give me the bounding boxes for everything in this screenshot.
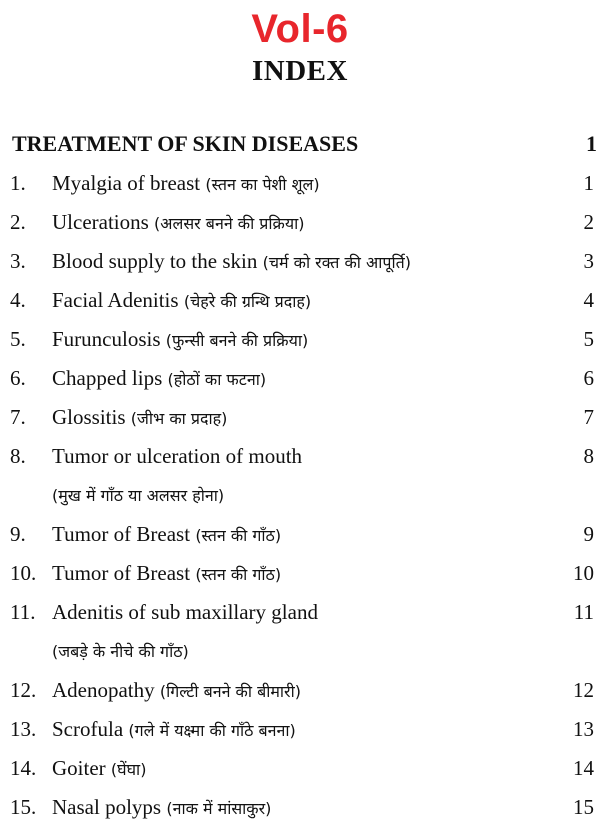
entry-hindi: (गले में यक्ष्मा की गाँठे बनना) xyxy=(128,721,296,740)
entry-page: 15 xyxy=(573,795,594,819)
index-entry xyxy=(0,320,600,359)
entry-page: 9 xyxy=(583,522,594,546)
index-entry xyxy=(0,398,600,437)
entry-hindi: (स्तन की गाँठ) xyxy=(195,526,282,545)
entry-page: 3 xyxy=(583,249,594,273)
entry-english: Scrofula xyxy=(52,717,124,741)
entry-hindi: (जीभ का प्रदाह) xyxy=(130,409,228,428)
entry-title xyxy=(52,437,302,476)
entry-hindi: (गिल्टी बनने की बीमारी) xyxy=(159,682,301,701)
index-entry xyxy=(0,554,600,593)
entry-page: 2 xyxy=(583,210,594,234)
entry-title xyxy=(52,710,296,750)
entry-page: 5 xyxy=(583,327,594,351)
entry-page: 14 xyxy=(573,756,594,780)
index-list xyxy=(0,164,600,827)
entry-hindi: (फुन्सी बनने की प्रक्रिया) xyxy=(165,331,309,350)
entry-title xyxy=(52,671,301,711)
entry-hindi: (चर्म को रक्त की आपूर्ति) xyxy=(262,253,411,272)
entry-english: Glossitis xyxy=(52,405,126,429)
index-entry xyxy=(0,671,600,710)
index-entry xyxy=(0,281,600,320)
index-entry xyxy=(0,749,600,788)
entry-number: 1. xyxy=(10,171,26,195)
index-entry xyxy=(0,593,600,671)
entry-english: Furunculosis xyxy=(52,327,161,351)
entry-page: 10 xyxy=(573,561,594,585)
entry-number: 6. xyxy=(10,366,26,390)
entry-page: 1 xyxy=(583,171,594,195)
entry-title xyxy=(52,788,271,828)
entry-title xyxy=(52,242,411,282)
entry-hindi: (घेंघा) xyxy=(110,760,147,779)
entry-title xyxy=(52,398,227,438)
entry-english: Tumor or ulceration of mouth xyxy=(52,444,303,468)
entry-title xyxy=(52,749,146,789)
index-entry xyxy=(0,164,600,203)
entry-page: 6 xyxy=(583,366,594,390)
entry-english: Ulcerations xyxy=(52,210,149,234)
index-entry xyxy=(0,242,600,281)
entry-title xyxy=(52,320,308,360)
entry-title xyxy=(52,593,318,632)
entry-hindi: (चेहरे की ग्रन्थि प्रदाह) xyxy=(183,292,312,311)
entry-english: Adenitis of sub maxillary gland xyxy=(52,600,318,624)
entry-page: 12 xyxy=(573,678,594,702)
entry-page: 4 xyxy=(583,288,594,312)
section-page-number: 1 xyxy=(586,131,597,156)
entry-english: Chapped lips xyxy=(52,366,163,390)
entry-hindi-continuation: (जबड़े के नीचे की गाँठ) xyxy=(52,642,189,661)
index-entry xyxy=(0,788,600,827)
index-entry xyxy=(0,515,600,554)
entry-number: 5. xyxy=(10,327,26,351)
entry-english: Goiter xyxy=(52,756,106,780)
volume-heading: Vol-6 xyxy=(251,7,349,51)
entry-number: 15. xyxy=(10,795,37,819)
entry-number: 13. xyxy=(10,717,37,741)
index-entry xyxy=(0,437,600,515)
entry-number: 11. xyxy=(10,600,36,624)
entry-number: 3. xyxy=(10,249,26,273)
index-entry xyxy=(0,710,600,749)
entry-title xyxy=(52,281,311,321)
entry-english: Blood supply to the skin xyxy=(52,249,258,273)
entry-number: 12. xyxy=(10,678,37,702)
entry-hindi: (नाक में मांसाकुर) xyxy=(166,799,272,818)
entry-number: 2. xyxy=(10,210,26,234)
section-title: TREATMENT OF SKIN DISEASES xyxy=(12,131,359,156)
entry-english: Tumor of Breast xyxy=(52,522,191,546)
entry-hindi: (स्तन का पेशी शूल) xyxy=(205,175,320,194)
entry-number: 9. xyxy=(10,522,26,546)
index-title: INDEX xyxy=(252,55,348,87)
entry-english: Nasal polyps xyxy=(52,795,162,819)
entry-english: Adenopathy xyxy=(52,678,155,702)
entry-number: 4. xyxy=(10,288,26,312)
entry-hindi: (होठों का फटना) xyxy=(167,370,267,389)
index-entry xyxy=(0,359,600,398)
entry-hindi: (अलसर बनने की प्रक्रिया) xyxy=(154,214,305,233)
entry-page: 13 xyxy=(573,717,594,741)
entry-page: 7 xyxy=(583,405,594,429)
entry-title xyxy=(52,203,305,243)
entry-english: Myalgia of breast xyxy=(52,171,201,195)
entry-page: 8 xyxy=(583,444,594,468)
section-heading xyxy=(12,126,597,162)
entry-number: 8. xyxy=(10,444,26,468)
entry-title xyxy=(52,554,281,594)
entry-number: 7. xyxy=(10,405,26,429)
entry-hindi-continuation: (मुख में गाँठ या अलसर होना) xyxy=(52,486,225,505)
entry-title xyxy=(52,515,281,555)
entry-english: Tumor of Breast xyxy=(52,561,191,585)
entry-page: 11 xyxy=(573,600,594,624)
entry-title xyxy=(52,164,320,204)
entry-english: Facial Adenitis xyxy=(52,288,179,312)
entry-hindi: (स्तन की गाँठ) xyxy=(195,565,282,584)
index-entry xyxy=(0,203,600,242)
entry-title xyxy=(52,359,266,399)
entry-number: 10. xyxy=(10,561,37,585)
entry-number: 14. xyxy=(10,756,37,780)
